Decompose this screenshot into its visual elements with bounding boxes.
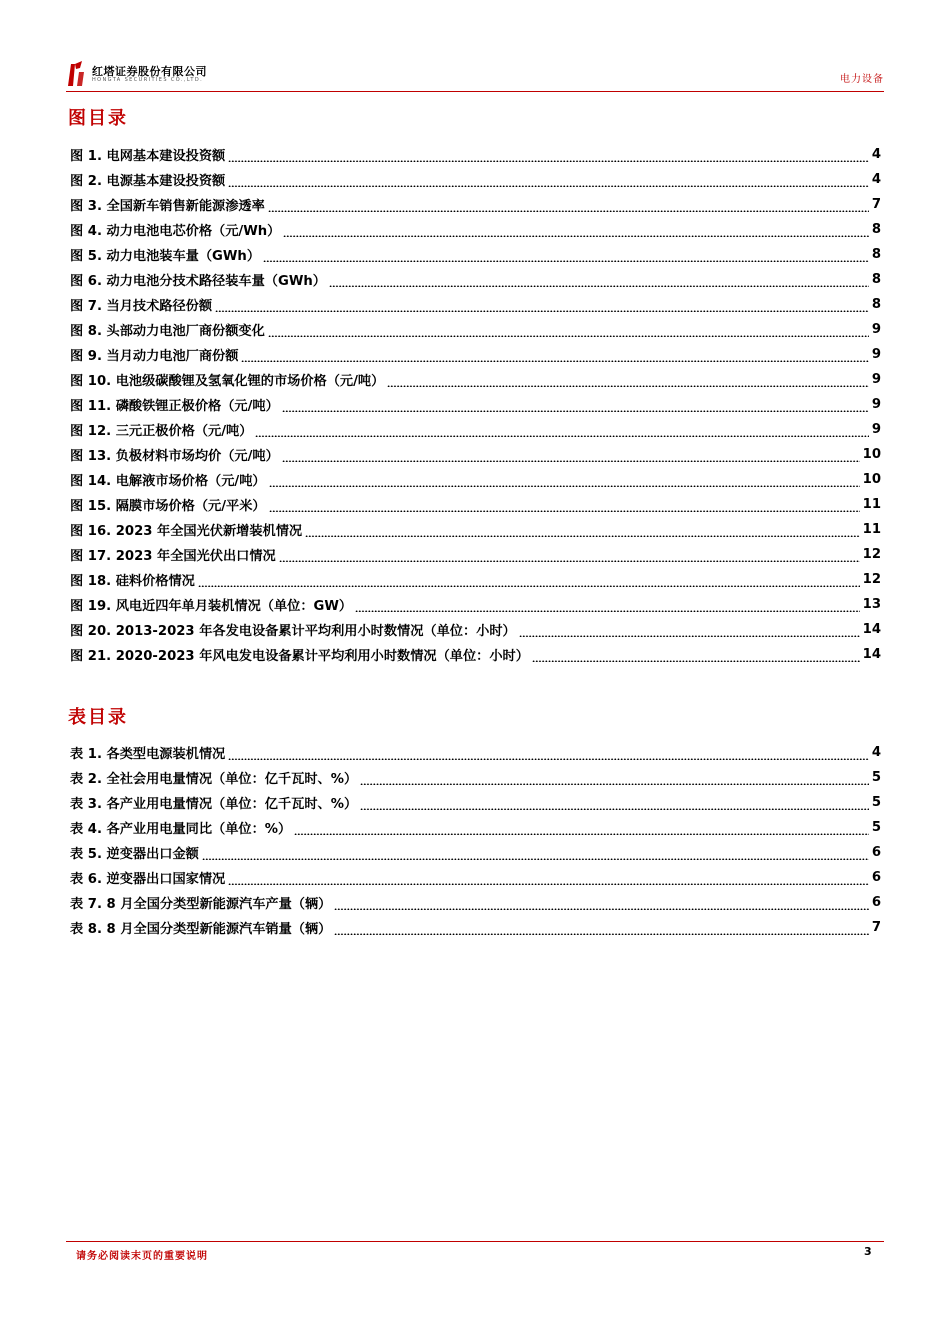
figure-toc-entry[interactable] [70, 442, 881, 467]
dot-leader [268, 198, 869, 212]
table-toc-entry[interactable] [70, 765, 881, 790]
toc-entry-page[interactable]: 6 [871, 870, 881, 885]
dot-leader [268, 323, 869, 337]
toc-entry-page[interactable]: 14 [862, 647, 881, 662]
dot-leader [198, 573, 860, 587]
toc-entry-label[interactable]: 表 8. 8 月全国分类型新能源汽车销量（辆） [70, 922, 332, 937]
dot-leader [329, 273, 869, 287]
toc-entry-label[interactable]: 图 11. 磷酸铁锂正极价格（元/吨） [70, 399, 279, 414]
toc-entry-page[interactable]: 4 [871, 745, 881, 760]
toc-entry-page[interactable]: 5 [871, 795, 881, 810]
dot-leader [334, 921, 868, 935]
figure-toc-entry[interactable] [70, 317, 881, 342]
toc-entry-page[interactable]: 13 [862, 597, 881, 612]
figure-toc-entry[interactable] [70, 617, 881, 642]
dot-leader [263, 248, 869, 262]
toc-entry-page[interactable]: 12 [862, 547, 881, 562]
dot-leader [360, 771, 869, 785]
table-toc-entry[interactable] [70, 740, 881, 765]
figure-toc-entry[interactable] [70, 242, 881, 267]
toc-entry-label[interactable]: 图 13. 负极材料市场均价（元/吨） [70, 449, 279, 464]
dot-leader [519, 623, 860, 637]
figure-toc-entry[interactable] [70, 142, 881, 167]
toc-entry-label[interactable]: 图 9. 当月动力电池厂商份额 [70, 349, 239, 364]
toc-entry-label[interactable]: 表 5. 逆变器出口金额 [70, 847, 199, 862]
figure-toc-entry[interactable] [70, 367, 881, 392]
figure-toc-entry[interactable] [70, 567, 881, 592]
dot-leader [532, 648, 860, 662]
toc-entry-label[interactable]: 图 10. 电池级碳酸锂及氢氧化锂的市场价格（元/吨） [70, 374, 385, 389]
figure-toc-entry[interactable] [70, 342, 881, 367]
footer-divider [66, 1241, 884, 1242]
figure-toc-entry[interactable] [70, 217, 881, 242]
page-number: 3 [864, 1245, 872, 1258]
toc-entry-page[interactable]: 6 [871, 895, 881, 910]
logo-company-name-en: HONGTA SECURITIES CO.,LTD. [92, 77, 204, 83]
toc-entry-page[interactable]: 9 [871, 322, 881, 337]
toc-entry-page[interactable]: 11 [862, 497, 881, 512]
dot-leader [282, 448, 860, 462]
figure-toc-entry[interactable] [70, 642, 881, 667]
header-divider [66, 91, 884, 92]
figure-toc-entry[interactable] [70, 492, 881, 517]
dot-leader [228, 746, 869, 760]
figure-list [70, 142, 881, 667]
dot-leader [255, 423, 868, 437]
table-toc-entry[interactable] [70, 865, 881, 890]
toc-entry-label[interactable]: 图 19. 风电近四年单月装机情况（单位：GW） [70, 599, 353, 614]
toc-entry-label[interactable]: 表 2. 全社会用电量情况（单位：亿千瓦时、%） [70, 772, 358, 787]
logo-mark-icon [66, 60, 88, 86]
toc-entry-page[interactable]: 14 [862, 622, 881, 637]
figure-toc-entry[interactable] [70, 192, 881, 217]
toc-entry-page[interactable]: 9 [871, 372, 881, 387]
figure-toc-entry[interactable] [70, 542, 881, 567]
report-category: 电力设备 [840, 74, 884, 85]
dot-leader [241, 348, 868, 362]
figure-toc-entry[interactable] [70, 467, 881, 492]
toc-entry-label[interactable]: 表 6. 逆变器出口国家情况 [70, 872, 226, 887]
toc-entry-label[interactable]: 图 20. 2013-2023 年各发电设备累计平均利用小时数情况（单位：小时） [70, 624, 516, 639]
table-list [70, 740, 881, 940]
toc-entry-label[interactable]: 图 15. 隔膜市场价格（元/平米） [70, 499, 266, 514]
table-toc-entry[interactable] [70, 815, 881, 840]
figure-list-title: 图目录 [68, 108, 128, 129]
dot-leader [334, 896, 868, 910]
toc-entry-label[interactable]: 表 4. 各产业用电量同比（单位：%） [70, 822, 292, 837]
dot-leader [282, 398, 869, 412]
dot-leader [228, 871, 869, 885]
toc-entry-page[interactable]: 7 [871, 920, 881, 935]
toc-entry-page[interactable]: 5 [871, 770, 881, 785]
toc-entry-page[interactable]: 7 [871, 197, 881, 212]
figure-toc-entry[interactable] [70, 592, 881, 617]
toc-entry-page[interactable]: 4 [871, 147, 881, 162]
toc-entry-label[interactable]: 图 4. 动力电池电芯价格（元/Wh） [70, 224, 281, 239]
toc-entry-page[interactable]: 11 [862, 522, 881, 537]
dot-leader [305, 523, 860, 537]
toc-entry-label[interactable]: 图 5. 动力电池装车量（GWh） [70, 249, 261, 264]
toc-entry-label[interactable]: 表 7. 8 月全国分类型新能源汽车产量（辆） [70, 897, 332, 912]
figure-toc-entry[interactable] [70, 392, 881, 417]
toc-entry-page[interactable]: 5 [871, 820, 881, 835]
dot-leader [202, 846, 869, 860]
toc-entry-label[interactable]: 图 7. 当月技术路径份额 [70, 299, 213, 314]
table-toc-entry[interactable] [70, 890, 881, 915]
toc-entry-label[interactable]: 表 3. 各产业用电量情况（单位：亿千瓦时、%） [70, 797, 358, 812]
figure-toc-entry[interactable] [70, 517, 881, 542]
dot-leader [387, 373, 869, 387]
figure-toc-entry[interactable] [70, 417, 881, 442]
toc-entry-page[interactable]: 8 [871, 222, 881, 237]
toc-entry-label[interactable]: 图 17. 2023 年全国光伏出口情况 [70, 549, 276, 564]
toc-entry-label[interactable]: 图 6. 动力电池分技术路径装车量（GWh） [70, 274, 326, 289]
table-toc-entry[interactable] [70, 790, 881, 815]
toc-entry-page[interactable]: 10 [862, 472, 881, 487]
toc-entry-label[interactable]: 图 12. 三元正极价格（元/吨） [70, 424, 253, 439]
figure-toc-entry[interactable] [70, 292, 881, 317]
toc-entry-label[interactable]: 图 1. 电网基本建设投资额 [70, 149, 226, 164]
dot-leader [360, 796, 869, 810]
toc-entry-page[interactable]: 9 [871, 397, 881, 412]
toc-entry-label[interactable]: 图 16. 2023 年全国光伏新增装机情况 [70, 524, 303, 539]
page-header [66, 58, 884, 90]
dot-leader [355, 598, 860, 612]
dot-leader [294, 821, 869, 835]
dot-leader [283, 223, 868, 237]
dot-leader [215, 298, 869, 312]
toc-entry-label[interactable]: 图 8. 头部动力电池厂商份额变化 [70, 324, 265, 339]
toc-entry-page[interactable]: 12 [862, 572, 881, 587]
toc-entry-label[interactable]: 表 1. 各类型电源装机情况 [70, 747, 226, 762]
toc-entry-label[interactable]: 图 2. 电源基本建设投资额 [70, 174, 226, 189]
toc-entry-label[interactable]: 图 18. 硅料价格情况 [70, 574, 195, 589]
toc-entry-page[interactable]: 6 [871, 845, 881, 860]
toc-entry-label[interactable]: 图 14. 电解液市场价格（元/吨） [70, 474, 266, 489]
figure-toc-entry[interactable] [70, 267, 881, 292]
logo-company-name: 红塔证券股份有限公司 [92, 65, 207, 78]
toc-entry-page[interactable]: 9 [871, 422, 881, 437]
toc-entry-label[interactable]: 图 3. 全国新车销售新能源渗透率 [70, 199, 265, 214]
figure-toc-entry[interactable] [70, 167, 881, 192]
toc-entry-page[interactable]: 4 [871, 172, 881, 187]
company-logo [66, 58, 226, 88]
toc-entry-page[interactable]: 8 [871, 247, 881, 262]
toc-entry-page[interactable]: 8 [871, 297, 881, 312]
table-toc-entry[interactable] [70, 840, 881, 865]
toc-entry-page[interactable]: 10 [862, 447, 881, 462]
dot-leader [228, 148, 869, 162]
toc-entry-label[interactable]: 图 21. 2020-2023 年风电发电设备累计平均利用小时数情况（单位：小时） [70, 649, 529, 664]
disclaimer-note: 请务必阅读末页的重要说明 [76, 1251, 208, 1262]
toc-entry-page[interactable]: 9 [871, 347, 881, 362]
dot-leader [269, 473, 860, 487]
dot-leader [269, 498, 860, 512]
table-toc-entry[interactable] [70, 915, 881, 940]
toc-entry-page[interactable]: 8 [871, 272, 881, 287]
dot-leader [279, 548, 860, 562]
table-list-title: 表目录 [68, 707, 128, 728]
dot-leader [228, 173, 869, 187]
